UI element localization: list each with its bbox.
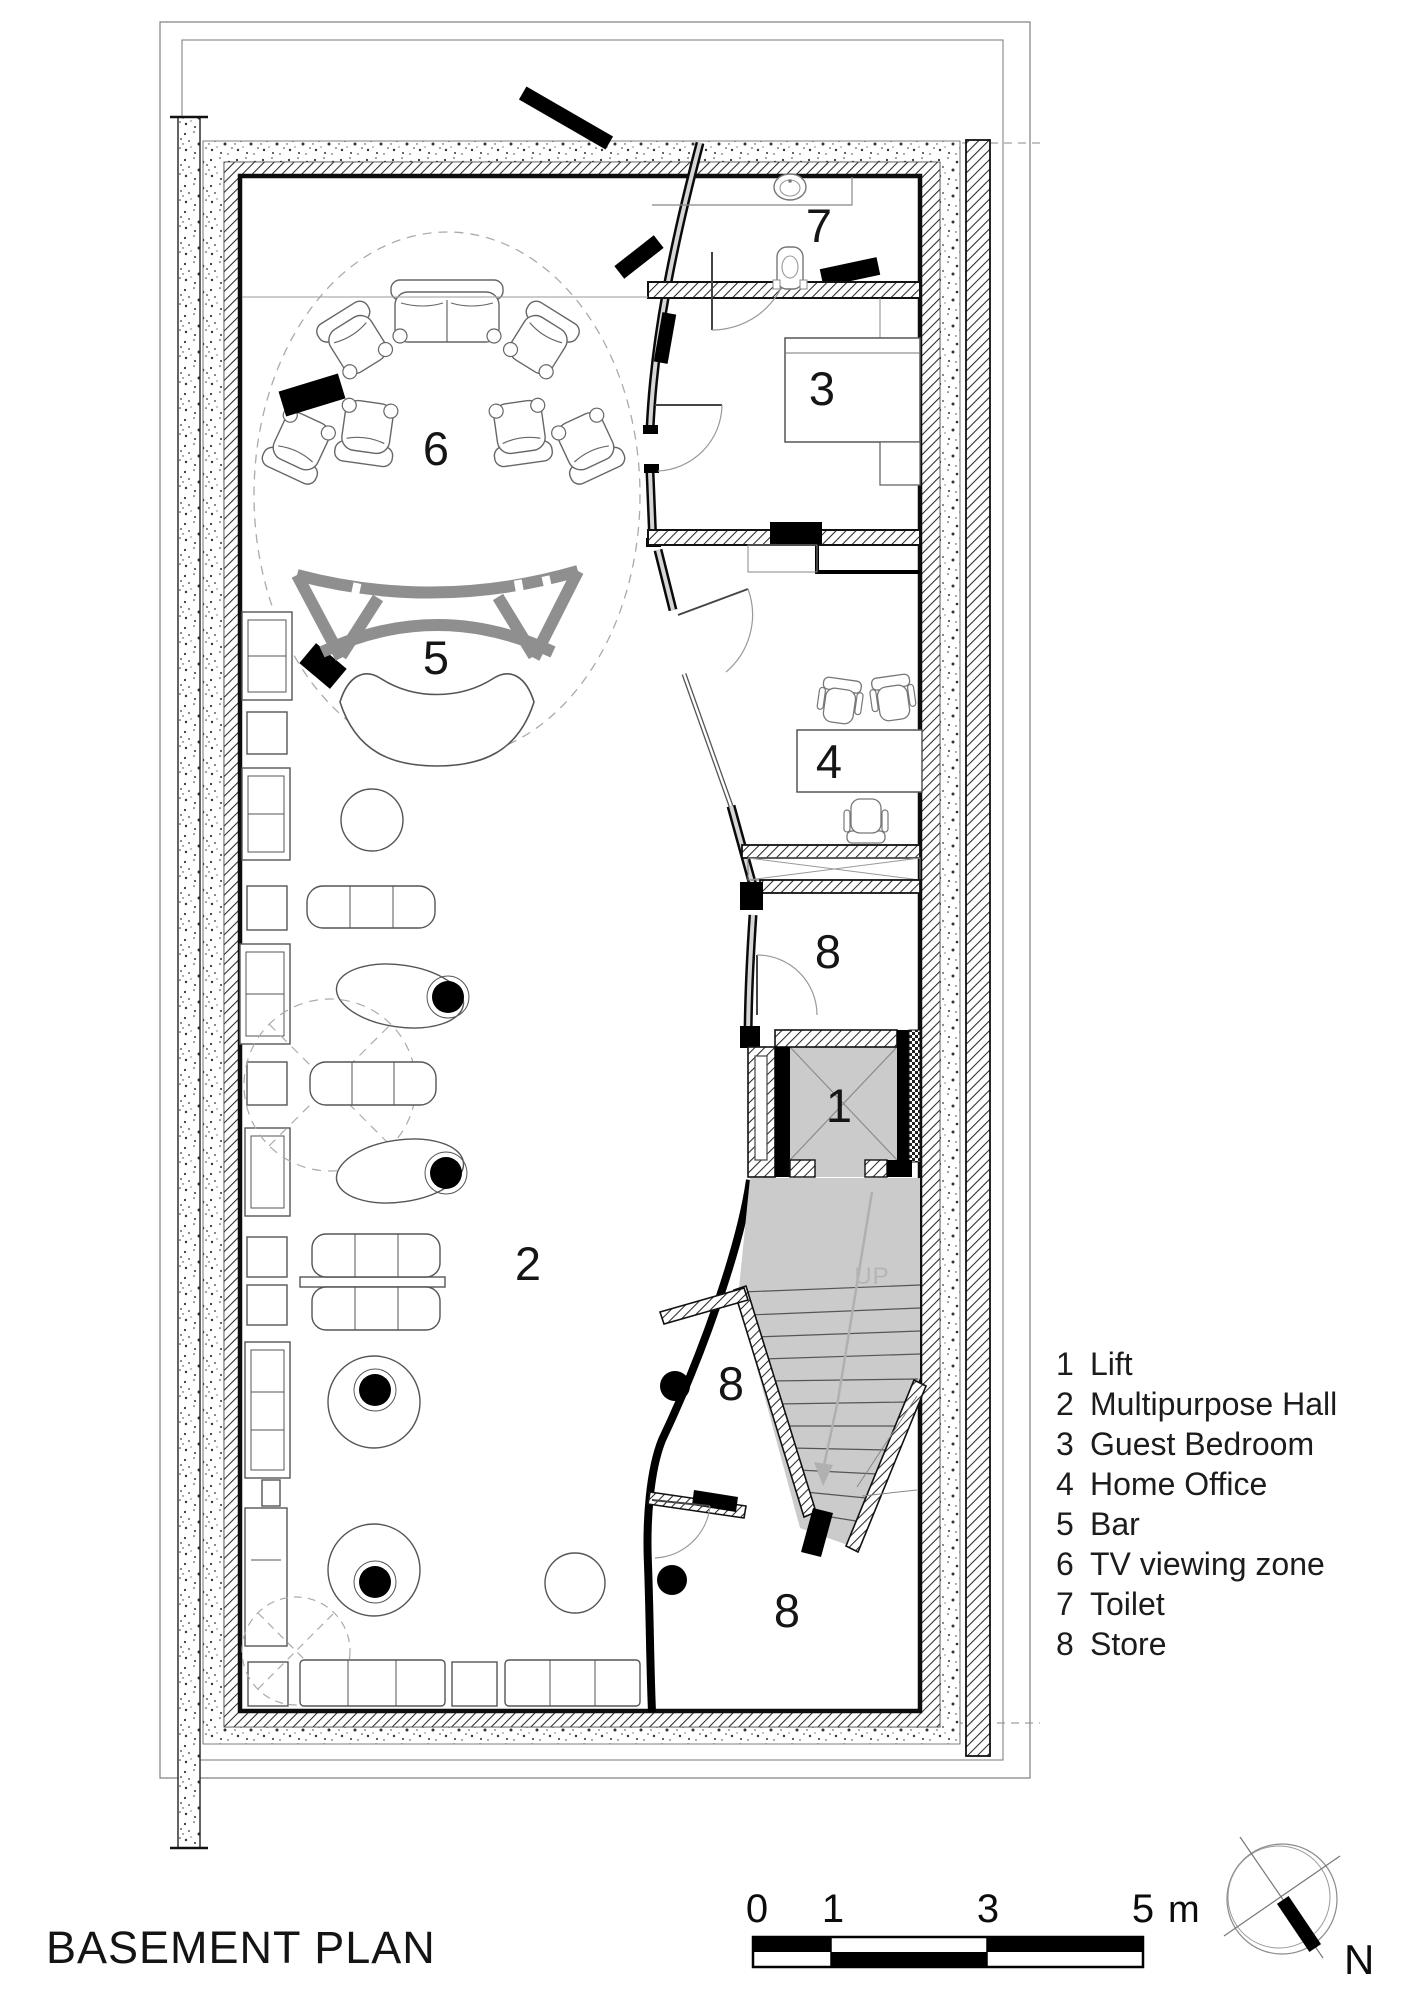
legend-item-tv-viewing-zone: [1056, 1544, 1337, 1584]
legend-item-store: [1056, 1624, 1337, 1664]
legend-num: 1: [1056, 1346, 1074, 1382]
page-title: BASEMENT PLAN: [46, 1922, 436, 1973]
legend-num: 3: [1056, 1426, 1074, 1462]
wash-basin: [774, 174, 806, 200]
bench-pair-with-table: [300, 1234, 445, 1330]
legend-num: 7: [1056, 1586, 1074, 1622]
legend-label: Bar: [1090, 1506, 1140, 1542]
scale-tick-0: 0: [745, 1887, 769, 1931]
legend-num: 2: [1056, 1386, 1074, 1422]
legend-item-lift: [1056, 1344, 1337, 1384]
legend-num: 5: [1056, 1506, 1074, 1542]
room-label-tv-zone: 6: [422, 422, 450, 475]
detached-right-wall: [966, 140, 990, 1756]
legend-num: 6: [1056, 1546, 1074, 1582]
room-label-hall: 2: [514, 1237, 542, 1290]
north-label: N: [1344, 1936, 1375, 1983]
legend-item-home-office: [1056, 1464, 1337, 1504]
legend-label: TV viewing zone: [1090, 1546, 1325, 1582]
legend-label: Guest Bedroom: [1090, 1426, 1315, 1462]
legend-label: Store: [1090, 1626, 1167, 1662]
round-table: [545, 1553, 605, 1613]
hall-furniture: [240, 297, 690, 1706]
top-wall-door-leaf: [519, 87, 613, 150]
room-label-store-middle: 8: [717, 1357, 745, 1410]
bench: [310, 1062, 436, 1105]
legend-label: Toilet: [1090, 1586, 1165, 1622]
nightstand: [880, 442, 920, 485]
scale-tick-1: 1: [821, 1887, 845, 1931]
room-label-lift: 1: [825, 1079, 853, 1132]
room-label-toilet: 7: [805, 199, 833, 252]
staircase: [734, 1178, 926, 1557]
legend-item-bar: [1056, 1504, 1337, 1544]
guest-bedroom-room: [785, 338, 920, 485]
room-label-store-lower: 8: [773, 1584, 801, 1637]
stair-side-curve-wall: [648, 1180, 750, 1712]
legend-item-toilet: [1056, 1584, 1337, 1624]
bed: [785, 338, 920, 442]
legend-label: Lift: [1090, 1346, 1133, 1382]
wc-fixture: [773, 247, 807, 289]
tv-panel: [279, 374, 346, 417]
north-compass: [1224, 1837, 1374, 1983]
scale-bar: [746, 1887, 1200, 1967]
bench: [307, 886, 435, 928]
room-label-guest-bedroom: 3: [808, 362, 836, 415]
up-label: UP: [854, 1263, 890, 1290]
legend-num: 4: [1056, 1466, 1074, 1502]
bar-counter: [340, 674, 534, 766]
scale-unit: m: [1168, 1889, 1200, 1931]
legend-item-guest-bedroom: [1056, 1424, 1337, 1464]
room-label-store-upper: 8: [814, 925, 842, 978]
legend-num: 8: [1056, 1626, 1074, 1662]
legend-label: Multipurpose Hall: [1090, 1386, 1338, 1422]
scale-tick-3: 3: [976, 1887, 1000, 1931]
round-table: [341, 789, 403, 851]
wall-sofa-strip: [240, 612, 292, 1706]
legend-item-multipurpose-hall: [1056, 1384, 1337, 1424]
column-dot: [660, 1371, 690, 1401]
legend: [1056, 1344, 1337, 1664]
curved-corridor-wall: [643, 143, 757, 1712]
legend-label: Home Office: [1090, 1466, 1268, 1502]
room-label-bar: 5: [422, 631, 450, 684]
room-label-home-office: 4: [815, 735, 843, 788]
left-property-wall: [170, 117, 208, 1848]
scale-tick-5: 5: [1131, 1887, 1155, 1931]
bottom-bench-row: [300, 1660, 640, 1706]
column-dot: [657, 1565, 687, 1595]
